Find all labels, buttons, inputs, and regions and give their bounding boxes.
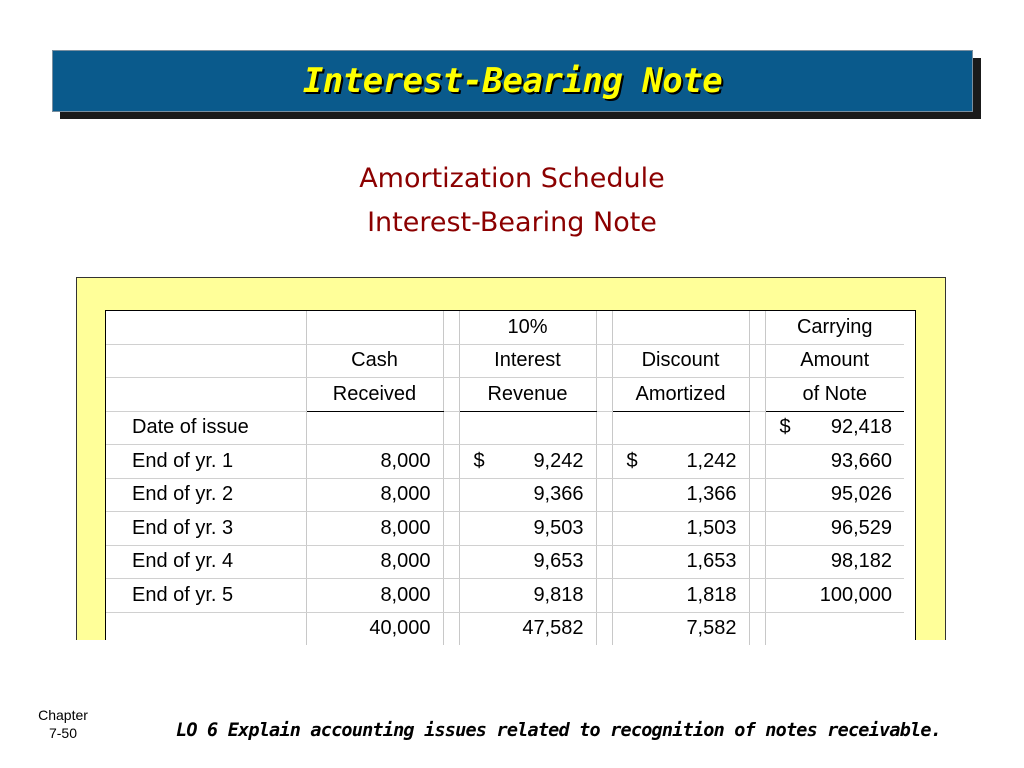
interest-cell: 9,818 [459,579,596,613]
discount-cell [612,445,749,479]
gap-cell [596,311,612,344]
gap-cell [749,512,765,546]
table-row [106,545,904,579]
interest-cell [459,445,596,479]
gap-cell [443,344,459,378]
title-bar [52,50,973,112]
header-discount [612,311,749,344]
header-cell [106,311,306,344]
header-carrying: Amount [765,344,904,378]
subtitle-line-2: Interest-Bearing Note [367,207,657,238]
currency-symbol: $ [626,449,638,472]
gap-cell [596,378,612,412]
header-carrying: Carrying [765,311,904,344]
row-label: End of yr. 5 [106,579,306,613]
carrying-cell [765,411,904,445]
gap-cell [443,545,459,579]
total-interest: 47,582 [459,612,596,645]
interest-cell: 9,503 [459,512,596,546]
totals-label-cell [106,612,306,645]
header-interest: Interest [459,344,596,378]
gap-cell [596,344,612,378]
header-interest: 10% [459,311,596,344]
cash-cell: 8,000 [306,445,443,479]
row-label: End of yr. 2 [106,478,306,512]
total-discount: 7,582 [612,612,749,645]
amortization-schedule [105,310,916,640]
gap-cell [749,311,765,344]
gap-cell [443,478,459,512]
carrying-cell: 95,026 [765,478,904,512]
row-label: End of yr. 1 [106,445,306,479]
cash-cell: 8,000 [306,579,443,613]
header-row-2 [106,344,904,378]
gap-cell [749,445,765,479]
totals-row [106,612,904,645]
carrying-cell: 98,182 [765,545,904,579]
interest-cell: 9,653 [459,545,596,579]
header-discount: Discount [612,344,749,378]
row-label: End of yr. 3 [106,512,306,546]
header-cash: Received [306,378,443,412]
discount-cell [612,411,749,445]
header-row-1 [106,311,904,344]
cash-cell: 8,000 [306,512,443,546]
header-cell [106,378,306,412]
gap-cell [443,612,459,645]
interest-value: 9,242 [533,449,584,472]
table-row [106,579,904,613]
gap-cell [596,478,612,512]
row-label: Date of issue [106,411,306,445]
discount-cell: 1,818 [612,579,749,613]
gap-cell [596,545,612,579]
discount-cell: 1,366 [612,478,749,512]
gap-cell [596,612,612,645]
total-carrying-empty [765,612,904,645]
gap-cell [749,344,765,378]
gap-cell [443,579,459,613]
cash-cell: 8,000 [306,478,443,512]
gap-cell [596,445,612,479]
gap-cell [596,411,612,445]
header-discount: Amortized [612,378,749,412]
gap-cell [749,411,765,445]
header-carrying: of Note [765,378,904,412]
gap-cell [443,512,459,546]
discount-cell: 1,653 [612,545,749,579]
gap-cell [443,311,459,344]
currency-symbol: $ [473,449,485,472]
total-cash: 40,000 [306,612,443,645]
carrying-value: 92,418 [830,416,892,439]
header-cash [306,311,443,344]
discount-value: 1,242 [686,449,737,472]
gap-cell [596,512,612,546]
header-interest: Revenue [459,378,596,412]
header-cash: Cash [306,344,443,378]
interest-cell [459,411,596,445]
cash-cell: 8,000 [306,545,443,579]
subtitle-line-1: Amortization Schedule [359,163,665,194]
cash-cell [306,411,443,445]
slide-title: Interest-Bearing Note [302,61,723,101]
learning-objective: LO 6 Explain accounting issues related to recognition of notes receivable. [176,720,942,741]
carrying-cell: 100,000 [765,579,904,613]
gap-cell [443,378,459,412]
chapter-text: Chapter [38,707,88,723]
interest-cell: 9,366 [459,478,596,512]
carrying-cell: 96,529 [765,512,904,546]
table-row [106,411,904,445]
header-row-3 [106,378,904,412]
discount-cell: 1,503 [612,512,749,546]
row-label: End of yr. 4 [106,545,306,579]
gap-cell [443,411,459,445]
gap-cell [749,579,765,613]
gap-cell [596,579,612,613]
gap-cell [749,545,765,579]
gap-cell [749,378,765,412]
table-row [106,512,904,546]
chapter-number: 7-50 [48,725,78,741]
schedule-table [106,311,904,645]
currency-symbol: $ [779,416,791,439]
gap-cell [443,445,459,479]
table-row [106,478,904,512]
carrying-cell: 93,660 [765,445,904,479]
table-row [106,445,904,479]
gap-cell [749,478,765,512]
gap-cell [749,612,765,645]
chapter-label [22,706,104,742]
header-cell [106,344,306,378]
